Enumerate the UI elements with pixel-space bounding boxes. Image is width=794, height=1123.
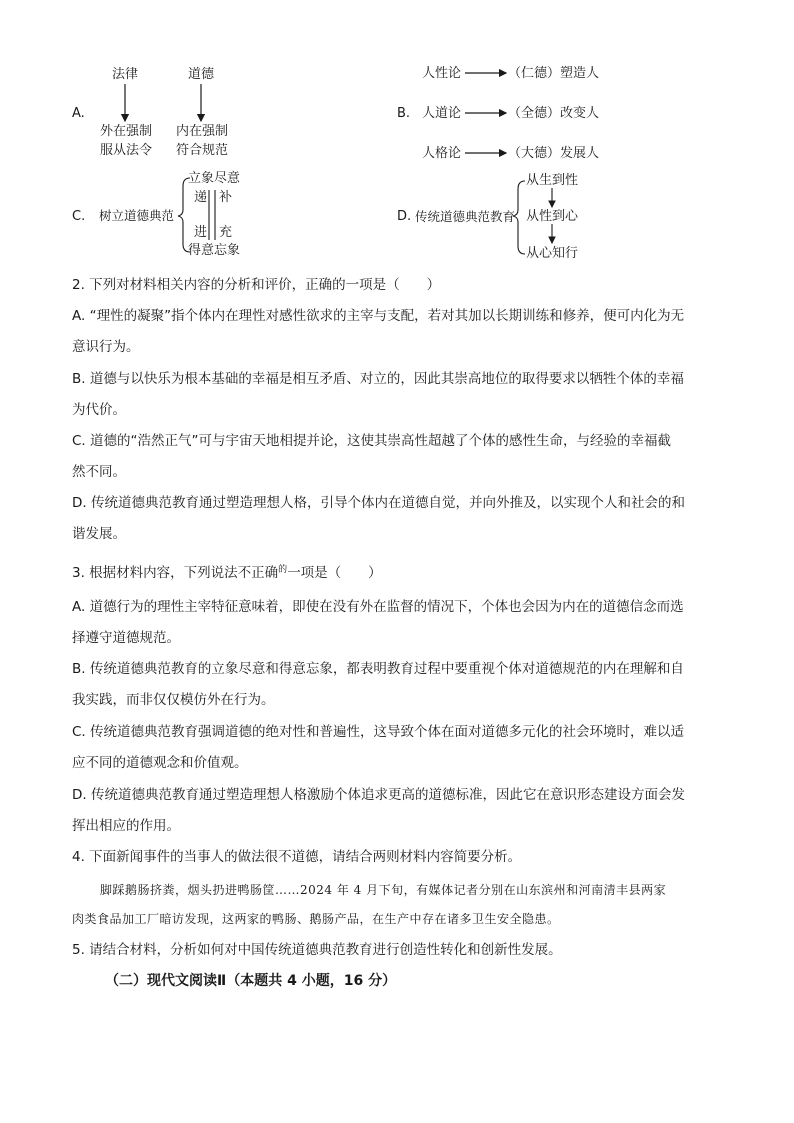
q3-option-c-line2: 应不同的道德观念和价值观。 xyxy=(72,755,248,771)
b-row-3-left: 人格论 xyxy=(422,146,462,161)
q2-stem: 2. 下列对材料相关内容的分析和评价，正确的一项是（ ） xyxy=(72,277,441,293)
option-c-label: C. xyxy=(72,209,86,224)
b-row-1-right: （仁德）塑造人 xyxy=(508,66,600,81)
c-left-1: 递 xyxy=(194,190,208,205)
d-item-2: 从性到心 xyxy=(526,209,579,224)
b-row-3-right: （大德）发展人 xyxy=(508,146,600,161)
c-right-1: 补 xyxy=(219,190,233,205)
d-item-3: 从心知行 xyxy=(526,246,579,261)
q2-option-a-line1: A. “理性的凝聚”指个体内在理性对感性欲求的主宰与支配，若对其加以长期训练和修养，便可内化为无 xyxy=(72,308,685,324)
q3-option-a-line2: 择遵守道德规范。 xyxy=(72,630,180,646)
law-effect-2: 服从法令 xyxy=(100,143,153,158)
q2-option-d-line1: D. 传统道德典范教育通过塑造理想人格，引导个体内在道德自觉，并向外推及，以实现个人和社会的和 xyxy=(72,495,685,511)
q3-option-d-line2: 挥出相应的作用。 xyxy=(72,818,180,834)
option-a-label: A. xyxy=(72,106,85,121)
q3-option-c-line1: C. 传统道德典范教育强调道德的绝对性和普遍性，这导致个体在面对道德多元化的社会环境时，难以适 xyxy=(72,724,685,740)
q3-stem-after: 一项是（ ） xyxy=(287,565,382,581)
q4-news-line2: 肉类食品加工厂暗访发现，这两家的鸭肠、鹅肠产品，在生产中存在诸多卫生安全隐患。 xyxy=(72,912,560,926)
b-row-1-left: 人性论 xyxy=(422,66,462,81)
q2-option-c-line1: C. 道德的“浩然正气”可与宇宙天地相提并论，这使其崇高性超越了个体的感性生命，与经验的幸福截 xyxy=(72,433,671,449)
q3-option-a-line1: A. 道德行为的理性主宰特征意味着，即使在没有外在监督的情况下，个体也会因为内在的道德信念而选 xyxy=(72,599,684,615)
q2-option-c-line2: 然不同。 xyxy=(72,464,126,480)
d-item-1: 从生到性 xyxy=(526,173,579,188)
diagram-lines xyxy=(0,0,794,280)
section-heading: （二）现代文阅读Ⅱ（本题共 4 小题，16 分） xyxy=(105,973,397,989)
q3-stem xyxy=(72,564,382,584)
moral-effect-2: 符合规范 xyxy=(176,143,229,158)
c-left-2: 进 xyxy=(194,225,208,240)
q3-stem-before: 3. 根据材料内容，下列说法不正确 xyxy=(72,565,279,581)
b-row-2-right: （全德）改变人 xyxy=(508,106,600,121)
law-node: 法律 xyxy=(112,67,139,82)
c-bottom: 得意忘象 xyxy=(188,243,241,258)
c-top: 立象尽意 xyxy=(188,171,241,186)
q5-stem: 5. 请结合材料，分析如何对中国传统道德典范教育进行创造性转化和创新性发展。 xyxy=(72,942,562,958)
b-row-2-left: 人道论 xyxy=(422,106,462,121)
morality-node: 道德 xyxy=(188,67,215,82)
q3-option-b-line1: B. 传统道德典范教育的立象尽意和得意忘象，都表明教育过程中要重视个体对道德规范的内在理解和自 xyxy=(72,661,684,677)
q2-option-a-line2: 意识行为。 xyxy=(72,339,140,355)
option-d-label: D. xyxy=(397,209,412,224)
q4-stem: 4. 下面新闻事件的当事人的做法很不道德，请结合两则材料内容简要分析。 xyxy=(72,849,522,865)
c-root: 树立道德典范 xyxy=(99,208,175,223)
q3-option-b-line2: 我实践，而非仅仅模仿外在行为。 xyxy=(72,692,275,708)
q3-option-d-line1: D. 传统道德典范教育通过塑造理想人格激励个体追求更高的道德标准，因此它在意识形态建设方面会发 xyxy=(72,787,685,803)
q2-option-d-line2: 谐发展。 xyxy=(72,526,126,542)
q4-news-line1: 脚踩鹅肠挤粪，烟头扔进鸭肠筐……2024 年 4 月下旬，有媒体记者分别在山东滨州和河南清丰县两家 xyxy=(100,883,667,897)
q3-stem-sup: 的 xyxy=(278,565,288,575)
option-b-label: B. xyxy=(397,106,411,121)
moral-effect-1: 内在强制 xyxy=(176,124,229,139)
q2-option-b-line2: 为代价。 xyxy=(72,402,126,418)
c-right-2: 充 xyxy=(219,225,233,240)
c-brace xyxy=(178,178,190,252)
law-effect-1: 外在强制 xyxy=(100,124,153,139)
d-root: 传统道德典范教育 xyxy=(415,209,516,224)
q2-option-b-line1: B. 道德与以快乐为根本基础的幸福是相互矛盾、对立的，因此其崇高地位的取得要求以牺牲个体的幸福 xyxy=(72,371,684,387)
